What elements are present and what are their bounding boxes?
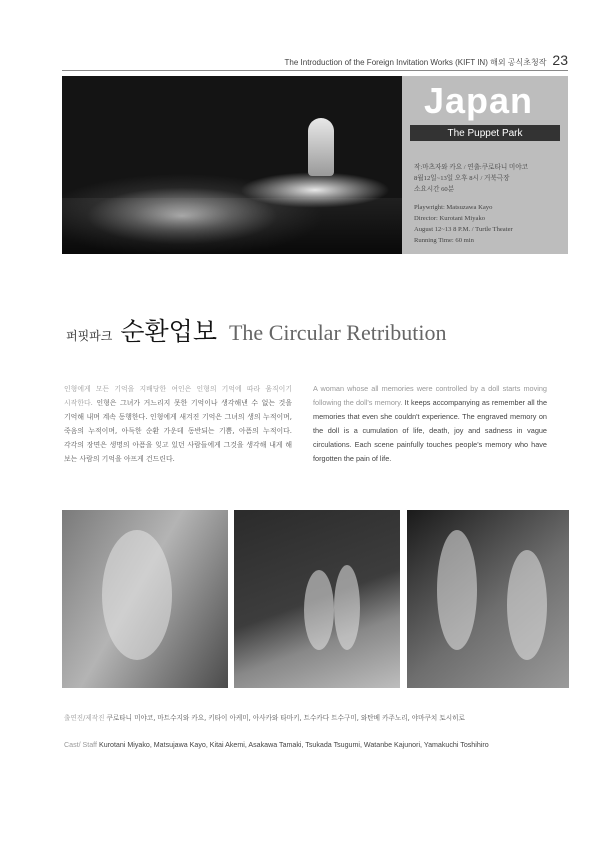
synopsis-ko-body: 인형은 그녀가 거느리지 못한 기억이나 생각해낸 수 없는 것을 기억해 내며 계속 동행한다. 인형에게 새겨진 기억은 그녀의 생의 누적이며, 죽음의 누적이며, 아득한 순환 가운데 동반되는 기쁨, 아픔의 누적이다. 각각의 장면은 생명의 아픔을 잊고 있던 사람들에게 그것을 생각해 내게 해 보는 사람의 기억을 아프게 건드린다. xyxy=(64,399,292,463)
cast-list-english xyxy=(64,741,574,749)
hero-stage-photo xyxy=(62,76,402,254)
synopsis-english xyxy=(313,382,547,466)
seated-figure xyxy=(308,118,334,176)
cast-label-ko: 출연진/제작진 xyxy=(64,714,105,722)
show-label-bar: The Puppet Park xyxy=(410,125,560,141)
production-credits xyxy=(414,162,564,246)
country-heading: Japan xyxy=(424,80,534,121)
production-photo-2 xyxy=(234,510,400,688)
production-photo-1 xyxy=(62,510,228,688)
production-photo-3 xyxy=(407,510,569,688)
cast-names-en: Kurotani Miyako, Matsujawa Kayo, Kitai Akemi, Asakawa Tamaki, Tsukada Tsugumi, Watanbe Kajunori, Yamakuchi Toshihiro xyxy=(97,741,489,749)
credit-line-ko: 8월12일~13일 오후 8시 / 거북극장 xyxy=(414,175,510,182)
cast-names-ko: 쿠로타니 미야코, 마트수지와 카요, 키타이 아케미, 아사카와 타마키, 트수카다 트수구미, 와탄베 카주노리, 야마쿠치 토시히로 xyxy=(104,714,465,722)
running-title: The Introduction of the Foreign Invitation Works (KIFT IN) 해외 공식초청작 xyxy=(284,58,547,67)
synopsis-ko-lead: 인형에게 모든 기억을 지배당한 여인은 인형의 기억에 따라 움직이기 시작한다. xyxy=(64,385,292,407)
synopsis-en-lead: A woman whose all memories were controlled by a doll starts moving following the doll's memory. xyxy=(313,384,547,407)
page-number: 23 xyxy=(552,52,568,68)
cast-label-en: Cast/ Staff xyxy=(64,741,97,749)
credit-line-en: Director: Kurotani Miyako xyxy=(414,215,486,222)
synopsis-korean xyxy=(64,382,292,466)
company-name-ko: 퍼핏파크 xyxy=(66,329,113,343)
credit-line-ko: 작:마츠자와 카요 / 연출:쿠로타니 미야코 xyxy=(414,164,529,171)
title-english: The Circular Retribution xyxy=(228,320,447,345)
credit-line-en: August 12~13 8 P.M. / Turtle Theater xyxy=(414,226,513,233)
cast-list-korean xyxy=(64,712,564,722)
info-sidebar xyxy=(402,76,568,254)
stage-floor xyxy=(62,198,402,254)
title-korean: 순환업보 xyxy=(120,317,217,346)
credit-line-ko: 소요시간 60분 xyxy=(414,186,455,193)
credit-line-en: Playwright: Matsuzawa Kayo xyxy=(414,204,493,211)
credit-line-en: Running Time: 60 min xyxy=(414,237,474,244)
article-title xyxy=(66,312,446,348)
synopsis-en-body: It keeps accompanying as remember all the memories that even she couldn't experience. The engraved memory on the doll is a cumulation of life, death, joy and sadness in vague circulations. Each scene painfully touches people's memory who have forgotten the pain of life. xyxy=(313,398,548,463)
header-divider xyxy=(62,70,568,71)
running-header xyxy=(285,52,568,68)
